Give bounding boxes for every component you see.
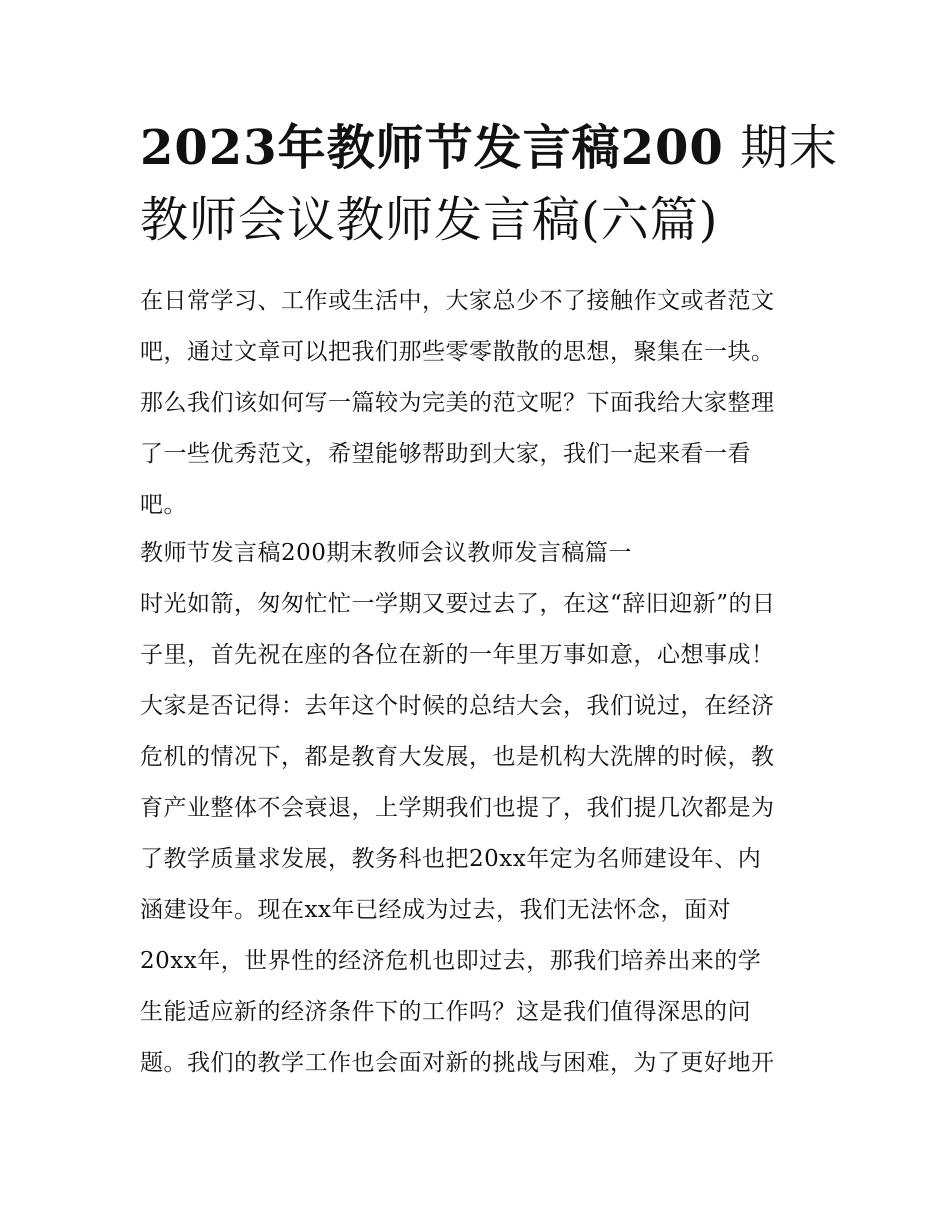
article-line: 题。我们的教学工作也会面对新的挑战与困难，为了更好地开	[140, 1050, 775, 1076]
article-line: 时光如箭，匆匆忙忙一学期又要过去了，在这“辞旧迎新”的日	[140, 591, 776, 617]
title-line-1	[140, 112, 839, 184]
intro-line: 在日常学习、工作或生活中，大家总少不了接触作文或者范文	[140, 288, 775, 314]
intro-line: 那么我们该如何写一篇较为完美的范文呢？下面我给大家整理	[140, 390, 775, 416]
article-line: 子里，首先祝在座的各位在新的一年里万事如意，心想事成！	[140, 642, 775, 668]
article-line: 生能适应新的经济条件下的工作吗？这是我们值得深思的问	[140, 999, 751, 1025]
section-heading: 教师节发言稿200期末教师会议教师发言稿篇一	[140, 540, 632, 566]
article-line: 大家是否记得：去年这个时候的总结大会，我们说过，在经济	[140, 693, 775, 719]
article-line: 20xx年，世界性的经济危机也即过去，那我们培养出来的学	[140, 948, 762, 974]
document-title	[140, 112, 839, 256]
title-line-2: 教师会议教师发言稿(六篇)	[140, 192, 719, 248]
article-paragraph	[140, 579, 820, 1089]
title-bold-part: 2023年教师节发言稿200	[140, 120, 724, 176]
intro-line: 吧。	[140, 492, 187, 518]
title-regular-part: 期末	[740, 120, 839, 176]
article-line: 了教学质量求发展，教务科也把20xx年定为名师建设年、内	[140, 846, 762, 872]
intro-line: 吧，通过文章可以把我们那些零零散散的思想，聚集在一块。	[140, 339, 775, 365]
article-line: 育产业整体不会衰退，上学期我们也提了，我们提几次都是为	[140, 795, 775, 821]
article-line: 涵建设年。现在xx年已经成为过去，我们无法怀念，面对	[140, 897, 731, 923]
intro-line: 了一些优秀范文，希望能够帮助到大家，我们一起来看一看	[140, 441, 751, 467]
intro-paragraph	[140, 276, 820, 531]
article-line: 危机的情况下，都是教育大发展，也是机构大洗牌的时候，教	[140, 744, 775, 770]
